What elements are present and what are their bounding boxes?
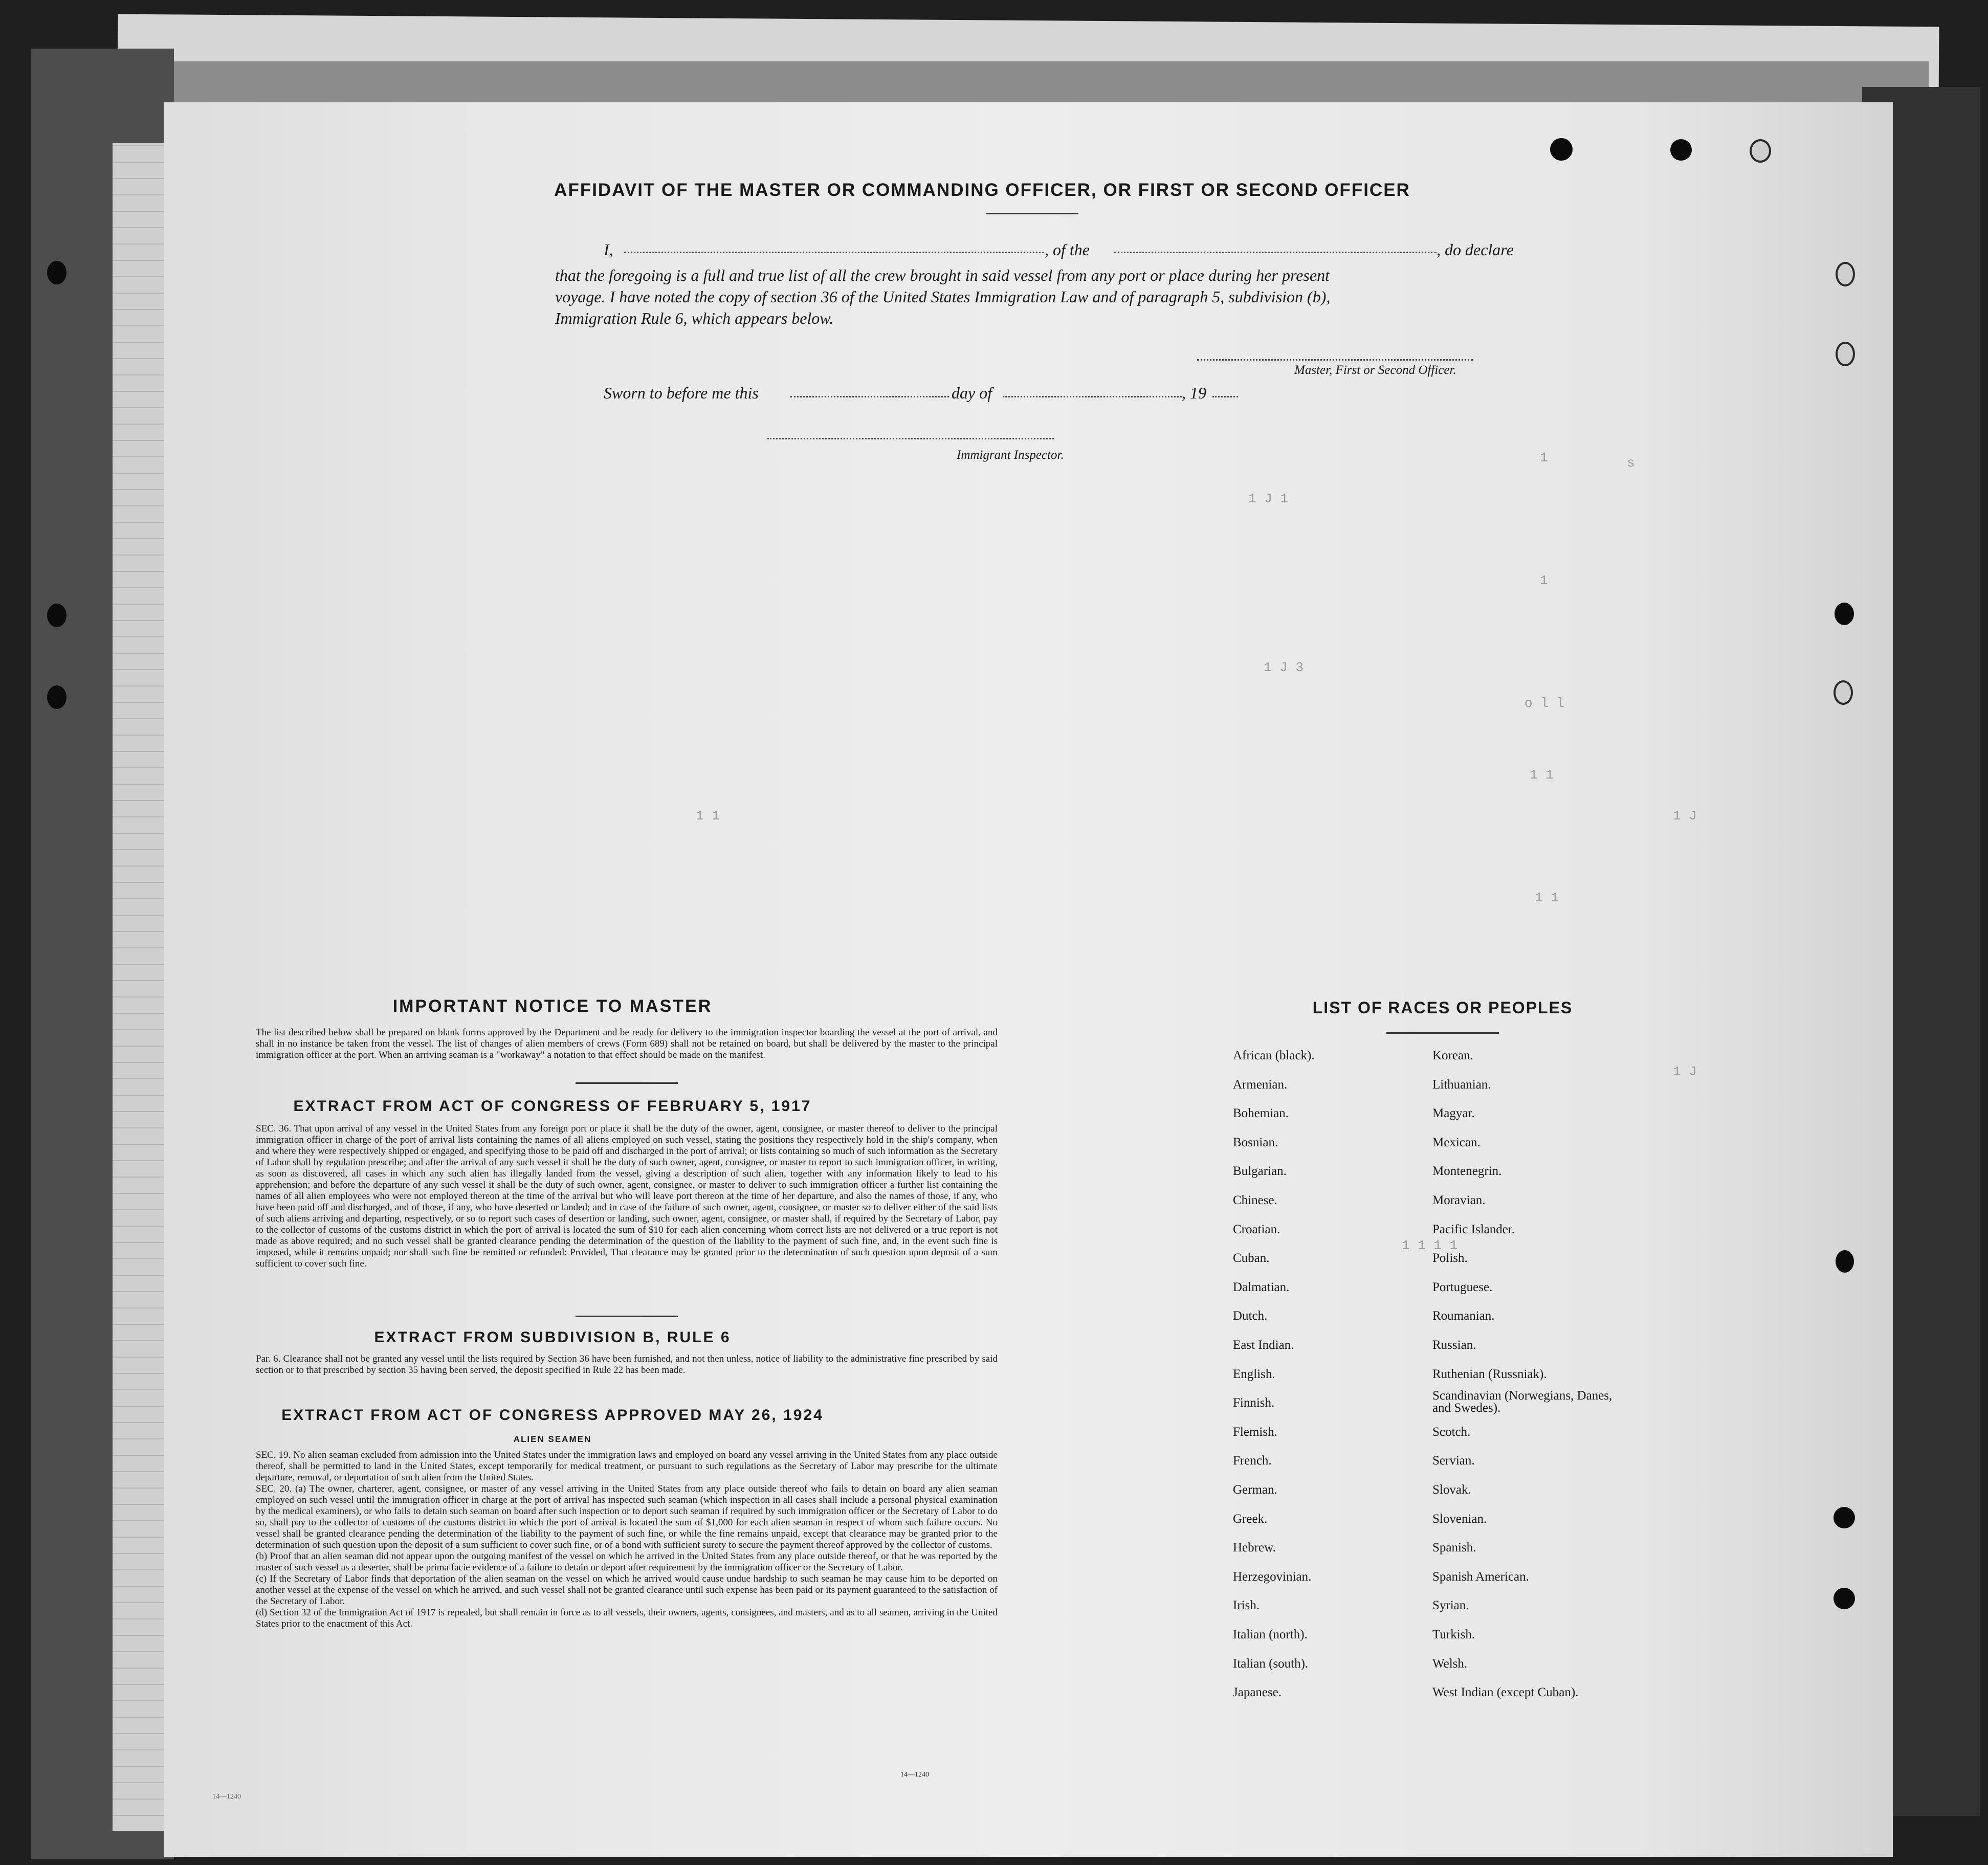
punch-hole-icon — [1836, 342, 1855, 366]
rule6-title: EXTRACT FROM SUBDIVISION B, RULE 6 — [374, 1329, 731, 1346]
notice-title: IMPORTANT NOTICE TO MASTER — [392, 996, 713, 1016]
sworn-label: Sworn to before me this — [604, 384, 759, 402]
race-item: Dutch. — [1233, 1309, 1268, 1323]
race-item: Scandinavian (Norwegians, Danes, and Swedes). — [1432, 1389, 1613, 1415]
race-item: Bohemian. — [1233, 1106, 1289, 1121]
race-item: Scotch. — [1432, 1425, 1471, 1439]
bleed-through-mark: s — [1627, 455, 1635, 471]
race-item: Japanese. — [1233, 1685, 1282, 1700]
race-item: Chinese. — [1233, 1193, 1277, 1207]
crew-list-form-page — [164, 102, 1893, 1857]
race-item: Spanish. — [1432, 1541, 1476, 1555]
divider — [576, 1316, 678, 1317]
race-item: Flemish. — [1233, 1425, 1277, 1439]
race-item: African (black). — [1233, 1049, 1315, 1062]
race-item: West Indian (except Cuban). — [1432, 1685, 1579, 1700]
affidavit-i: I, — [604, 240, 613, 259]
race-item: Syrian. — [1432, 1598, 1469, 1613]
bleed-through-mark: 1 1 — [1530, 767, 1554, 783]
race-item: Cuban. — [1233, 1251, 1270, 1265]
race-item: Finnish. — [1233, 1396, 1275, 1410]
race-item: Mexican. — [1432, 1135, 1481, 1149]
race-item: Slovenian. — [1432, 1512, 1487, 1526]
affidavit-declare: , do declare — [1437, 240, 1514, 259]
punch-hole-icon — [1834, 680, 1853, 705]
race-item: East Indian. — [1233, 1338, 1294, 1352]
race-item: Italian (north). — [1233, 1628, 1308, 1641]
race-item: Russian. — [1432, 1338, 1476, 1352]
punch-hole-icon — [1836, 262, 1855, 286]
bleed-through-mark: 1 J 1 — [1248, 491, 1289, 506]
sworn-day-blank — [790, 396, 949, 397]
race-item: English. — [1233, 1367, 1275, 1381]
vessel-blank — [1114, 252, 1437, 253]
divider — [986, 213, 1078, 214]
divider — [1386, 1032, 1499, 1034]
race-item: Italian (south). — [1233, 1656, 1309, 1671]
affidavit-line-4: Immigration Rule 6, which appears below. — [555, 309, 834, 327]
race-item: Irish. — [1233, 1598, 1260, 1613]
race-item: Ruthenian (Russniak). — [1432, 1367, 1547, 1381]
name-blank — [624, 252, 1044, 253]
punch-hole-icon — [1750, 139, 1771, 163]
punch-hole-icon — [1550, 138, 1573, 161]
year-blank — [1212, 396, 1238, 397]
divider — [576, 1082, 678, 1084]
race-item: French. — [1233, 1454, 1272, 1468]
race-item: Slovak. — [1432, 1483, 1471, 1497]
sworn-month-blank — [1003, 396, 1182, 397]
extract-1917-body: SEC. 36. That upon arrival of any vessel in the United States from any foreign port or place it shall be the duty of the owner, agent, consignee, or master thereof to deliver to the principal immigration officer in charge of the port of arrival lists containing the names of all aliens employed on such vessel, stating the positions they respectively hold in the ship's company, when and where they were respectively shipped or engaged, and specifying those to be paid off and discharged in the port of arrival; or lists containing so much of such information as the Secretary of Labor shall by regulation prescribe; and after the arrival of any such vessel it shall be the duty of such owner, agent, consignee, or master to report to such immigration officer, in writing, as soon as discovered, all cases in which any such alien has illegally landed from the vessel, giving a description of such alien, together with any information likely to lead to his apprehension; and before the departure of any such vessel it shall be the duty of such owner, agent, consignee, or master to deliver to such immigration officer a further list containing the names of all alien employees who were not employed thereon at the time of the arrival but who will leave port thereon at the time of her departure, and also the names of those, if any, who have been paid off and discharged, and of those, if any, who have deserted or landed; and in case of the failure of such owner, agent, consignee, or master so to deliver either of the said lists of such aliens arriving and departing, respectively, or so to report such cases of desertion or landing, such owner, agent, consignee, or master shall, if required by the Secretary of Labor, pay to the collector of customs of the customs district in which the port of arrival is located the sum of $10 for each alien concerning whom correct lists are not delivered or a true report is not made as above required; and no such vessel shall be granted clearance pending the determination of the question of the liability to the payment of such fine, and, in the event such fine is imposed, while it remains unpaid; nor shall such fine be remitted or refunded: Provided, That clearance may be granted prior to the determination of such question upon deposit of a sum sufficient to cover such fine. — [256, 1123, 998, 1269]
bleed-through-mark: 1 J — [1673, 808, 1697, 824]
officer-signature-label: Master, First or Second Officer. — [1294, 363, 1456, 377]
race-item: Herzegovinian. — [1233, 1569, 1312, 1584]
punch-hole-icon — [1836, 1250, 1854, 1273]
affidavit-of-the: , of the — [1045, 240, 1090, 259]
year-label: , 19 — [1182, 384, 1206, 402]
race-item: Pacific Islander. — [1432, 1222, 1515, 1236]
notice-body: The list described below shall be prepared on blank forms approved by the Department and be ready for delivery to the immigration inspector boarding the vessel at the port of arrival, and shall in no instance be taken from the vessel. The list of changes of alien members of crews (Form 689) shall not be retained on board, but shall be delivered by the master to the principal immigration officer at the port. When an arriving seaman is a "workaway" a notation to that effect should be made on the manifest. — [256, 1027, 998, 1060]
binding-hole-icon — [47, 604, 67, 627]
race-item: Spanish American. — [1432, 1569, 1529, 1584]
rule6-body: Par. 6. Clearance shall not be granted any vessel until the lists required by Section 36 have been furnished, and not then unless, notice of liability to the administrative fine prescribed by said section or to that prescribed by section 35 having been served, the deposit specified in Rule 22 has been made. — [256, 1353, 998, 1375]
form-number: 14—1240 — [900, 1771, 929, 1779]
bleed-through-mark: 1 1 — [696, 808, 720, 824]
punch-hole-icon — [1834, 1507, 1855, 1528]
affidavit-title: AFFIDAVIT OF THE MASTER OR COMMANDING OFFICER, OR FIRST OR SECOND OFFICER — [554, 180, 1410, 200]
bleed-through-mark: 1 1 1 1 — [1402, 1238, 1458, 1253]
binding-hole-icon — [47, 685, 67, 709]
day-of-label: day of — [952, 384, 992, 402]
race-item: Bosnian. — [1233, 1135, 1278, 1149]
punch-hole-icon — [1835, 603, 1854, 625]
race-item: Lithuanian. — [1432, 1077, 1491, 1092]
extract-1924-title: EXTRACT FROM ACT OF CONGRESS APPROVED MAY 26, 1924 — [281, 1407, 824, 1424]
bottom-stamp: 14—1240 — [212, 1793, 241, 1801]
inspector-signature-line — [767, 438, 1054, 439]
race-item: Portuguese. — [1432, 1280, 1493, 1294]
affidavit-line-2: that the foregoing is a full and true list of all the crew brought in said vessel from any port or place during her present — [555, 266, 1330, 284]
bleed-through-mark: 1 1 — [1535, 890, 1559, 905]
inspector-signature-label: Immigrant Inspector. — [957, 448, 1064, 462]
race-item: Moravian. — [1432, 1193, 1486, 1207]
bleed-through-mark: o l l — [1525, 696, 1565, 711]
race-item: Croatian. — [1233, 1222, 1280, 1236]
punch-hole-icon — [1834, 1588, 1855, 1609]
officer-signature-line — [1197, 359, 1473, 361]
bleed-through-mark: 1 — [1540, 573, 1548, 588]
race-item: Korean. — [1432, 1049, 1473, 1062]
race-item: Polish. — [1432, 1251, 1468, 1265]
bleed-through-mark: 1 J 3 — [1264, 660, 1304, 675]
race-item: Magyar. — [1432, 1106, 1475, 1121]
race-item: Turkish. — [1432, 1628, 1475, 1641]
race-item: Servian. — [1432, 1454, 1475, 1468]
race-item: Welsh. — [1432, 1656, 1468, 1671]
race-item: Bulgarian. — [1233, 1164, 1287, 1179]
races-title: LIST OF RACES OR PEOPLES — [1312, 998, 1573, 1017]
race-item: Hebrew. — [1233, 1541, 1276, 1555]
race-item: Armenian. — [1233, 1077, 1288, 1092]
bleed-through-mark: 1 J — [1673, 1064, 1697, 1079]
binding-hole-icon — [47, 261, 67, 284]
race-item: Dalmatian. — [1233, 1280, 1290, 1294]
punch-hole-icon — [1670, 139, 1692, 161]
race-item: Roumanian. — [1432, 1309, 1495, 1323]
affidavit-line-3: voyage. I have noted the copy of section 36 of the United States Immigration Law and of paragraph 5, subdivision (b), — [555, 287, 1331, 306]
race-item: Montenegrin. — [1432, 1164, 1502, 1179]
underlying-sheet-edge — [128, 61, 1929, 107]
race-item: Greek. — [1233, 1512, 1268, 1526]
extract-1924-body: SEC. 19. No alien seaman excluded from admission into the United States under the immigration laws and employed on board any vessel arriving in the United States from any place outside thereof, shall be permitted to land in the United States, except temporarily for medical treatment, or pursuant to such regulations as the Secretary of Labor may prescribe for the ultimate departure, removal, or deportation of such alien from the United States. SEC. 20. (a) The owner, charterer, agent, consignee, or master of any vessel arriving in the United States from any place outside thereof who fails to detain on board any alien seaman employed on such vessel until the immigration officer in charge at the port of arrival has inspected such seaman (which inspection in all cases shall include a personal physical examination by the medical examiners), or who fails to detain such seaman on board after such inspection or to deport such seaman if required by such immigration officer or the Secretary of Labor to do so, shall pay to the collector of customs of the customs district in which the port of arrival is located the sum of $1,000 for each alien seaman in respect of whom such failure occurs. No vessel shall be granted clearance pending the determination of the liability to the payment of such fine, or while the fine remains unpaid, except that clearance may be granted prior to the determination of such question upon the deposit of a sum sufficient to cover such fine, or of a bond with sufficient surety to secure the payment thereof approved by the collector of customs. (b) Proof that an alien seaman did not appear upon the outgoing manifest of the vessel on which he arrived in the United States from any place outside thereof, or that he was reported by the master of such vessel as a deserter, shall be prima facie evidence of a failure to detain or deport after requirement by the immigration officer or the Secretary of Labor. (c) If the Secretary of Labor finds that deportation of the alien seaman on the vessel on which he arrived would cause undue hardship to such seaman he may cause him to be deported on another vessel at the expense of the vessel on which he arrived, and such vessel shall not be granted clearance until such expense has been paid or its payment guaranteed to the satisfaction of the Secretary of Labor. (d) Section 32 of the Immigration Act of 1917 is repealed, but shall remain in force as to all vessels, their owners, agents, consignees, and masters, and as to all seamen, arriving in the United States prior to the enactment of this Act. — [256, 1450, 998, 1629]
extract-1917-title: EXTRACT FROM ACT OF CONGRESS OF FEBRUARY 5, 1917 — [293, 1098, 812, 1115]
race-item: German. — [1233, 1483, 1277, 1497]
extract-1924-subtitle: ALIEN SEAMEN — [513, 1434, 592, 1444]
bleed-through-mark: 1 — [1540, 450, 1548, 465]
